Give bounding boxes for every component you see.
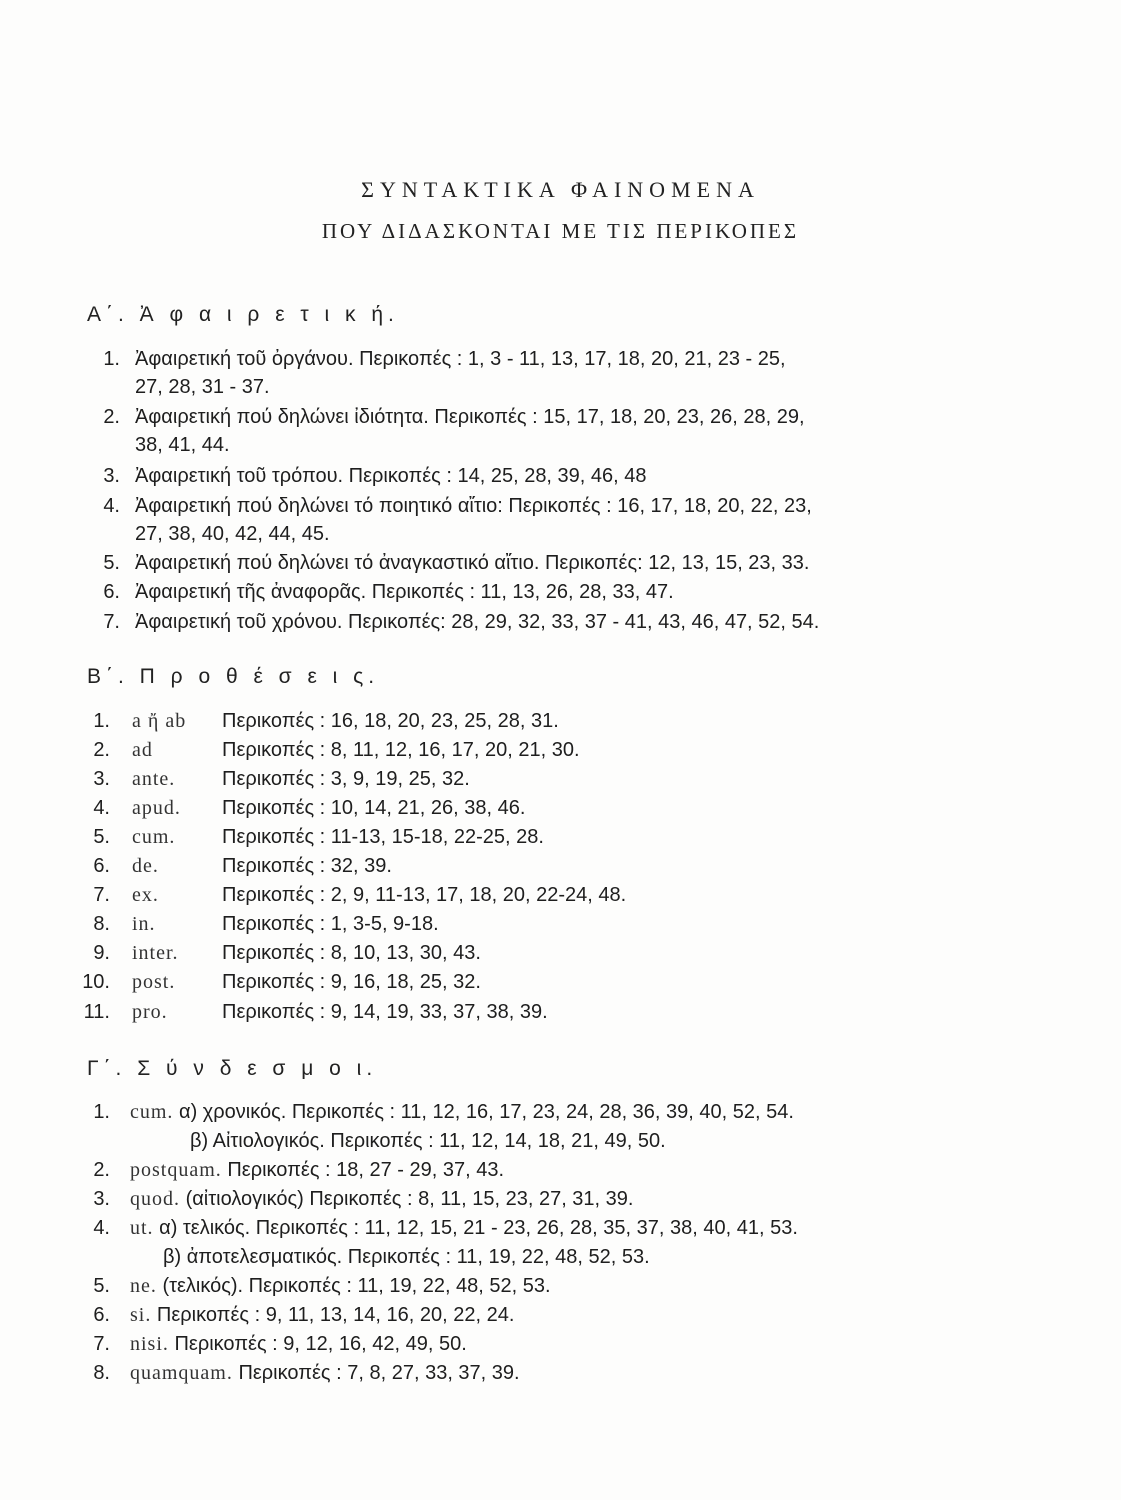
item-number: 5.: [103, 552, 120, 574]
item-text: Περικοπές : 11-13, 15-18, 22-25, 28.: [222, 826, 544, 848]
item-sub-text: β) Αἰτιολογικός. Περικοπές : 11, 12, 14, 18, 21, 49, 50.: [190, 1130, 666, 1152]
item-number: 7.: [103, 611, 120, 633]
item-number: 8.: [93, 1362, 110, 1384]
item-number: 6.: [93, 1304, 110, 1326]
item-text: Περικοπές : 8, 11, 12, 16, 17, 20, 21, 30.: [222, 739, 580, 761]
item-number: 4.: [93, 1217, 110, 1239]
item-continuation: 38, 41, 44.: [135, 434, 230, 456]
item-text: Ἀφαιρετική τοῦ τρόπου. Περικοπές : 14, 25, 28, 39, 46, 48: [135, 465, 647, 487]
item-number: 2.: [103, 406, 120, 428]
item-text: Περικοπές : 9, 14, 19, 33, 37, 38, 39.: [222, 1001, 548, 1023]
item-number: 2.: [93, 1159, 110, 1181]
item-term: ad: [132, 739, 153, 761]
item-term: cum.: [132, 826, 176, 848]
item-number: 3.: [103, 465, 120, 487]
item-sub-text: β) ἀποτελεσματικός. Περικοπές : 11, 19, 22, 48, 52, 53.: [163, 1246, 650, 1268]
item-number: 1.: [93, 710, 110, 732]
item-text: Περικοπές : 3, 9, 19, 25, 32.: [222, 768, 470, 790]
item-number: 7.: [93, 884, 110, 906]
item-term: inter.: [132, 942, 179, 964]
item-text: Ἀφαιρετική πού δηλώνει τό ποιητικό αἴτιο: Περικοπές : 16, 17, 18, 20, 22, 23,: [135, 495, 812, 517]
item-number: 5.: [93, 1275, 110, 1297]
item-number: 3.: [93, 768, 110, 790]
item-text: Περικοπές : 2, 9, 11-13, 17, 18, 20, 22-24, 48.: [222, 884, 627, 906]
item-term: pro.: [132, 1001, 168, 1023]
item-continuation: 27, 38, 40, 42, 44, 45.: [135, 523, 330, 545]
item-term: cum.: [130, 1101, 174, 1123]
item-text: Περικοπές : 9, 12, 16, 42, 49, 50.: [174, 1333, 467, 1355]
item-text: Περικοπές : 18, 27 - 29, 37, 43.: [227, 1159, 505, 1181]
item-term: ante.: [132, 768, 176, 790]
item-term: de.: [132, 855, 159, 877]
item-continuation: 27, 28, 31 - 37.: [135, 376, 270, 398]
item-number: 10.: [82, 971, 110, 993]
item-text: Περικοπές : 1, 3-5, 9-18.: [222, 913, 439, 935]
item-text: Περικοπές : 32, 39.: [222, 855, 392, 877]
item-number: 1.: [93, 1101, 110, 1123]
item-number: 11.: [83, 1001, 110, 1023]
item-text: α) τελικός. Περικοπές : 11, 12, 15, 21 - 23, 26, 28, 35, 37, 38, 40, 41, 53.: [159, 1217, 798, 1239]
item-number: 9.: [93, 942, 110, 964]
item-text: Περικοπές : 7, 8, 27, 33, 37, 39.: [238, 1362, 520, 1384]
item-term: quod.: [130, 1188, 180, 1210]
item-term: nisi.: [130, 1333, 169, 1355]
item-number: 7.: [93, 1333, 110, 1355]
item-text: (τελικός). Περικοπές : 11, 19, 22, 48, 52, 53.: [162, 1275, 551, 1297]
item-term: in.: [132, 913, 156, 935]
item-term: ut.: [130, 1217, 154, 1239]
item-number: 1.: [103, 348, 120, 370]
page-title-line-1: ΣΥΝΤΑΚΤΙΚΑ ΦΑΙΝΟΜΕΝΑ: [361, 177, 760, 202]
section-c-heading: Γ΄. Σ ύ ν δ ε σ μ ο ι.: [87, 1057, 378, 1080]
item-term: post.: [132, 971, 176, 993]
item-text: Περικοπές : 16, 18, 20, 23, 25, 28, 31.: [222, 710, 559, 732]
item-number: 5.: [93, 826, 110, 848]
item-text: Ἀφαιρετική τοῦ χρόνου. Περικοπές: 28, 29, 32, 33, 37 - 41, 43, 46, 47, 52, 54.: [135, 611, 820, 633]
page-title-line-2: ΠΟΥ ΔΙΔΑΣΚΟΝΤΑΙ ΜΕ ΤΙΣ ΠΕΡΙΚΟΠΕΣ: [321, 219, 800, 243]
item-text: Ἀφαιρετική τῆς ἀναφορᾶς. Περικοπές : 11, 13, 26, 28, 33, 47.: [135, 581, 674, 603]
item-text: Ἀφαιρετική πού δηλώνει ἰδιότητα. Περικοπές : 15, 17, 18, 20, 23, 26, 28, 29,: [135, 406, 805, 428]
item-term: ne.: [130, 1275, 157, 1297]
item-text: (αἰτιολογικός) Περικοπές : 8, 11, 15, 23, 27, 31, 39.: [185, 1188, 634, 1210]
item-term: si.: [130, 1304, 152, 1326]
item-number: 2.: [93, 739, 110, 761]
section-b-heading: Β΄. Π ρ ο θ έ σ ε ι ς.: [87, 665, 380, 688]
item-text: α) χρονικός. Περικοπές : 11, 12, 16, 17, 23, 24, 28, 36, 39, 40, 52, 54.: [179, 1101, 794, 1123]
item-text: Περικοπές : 10, 14, 21, 26, 38, 46.: [222, 797, 526, 819]
item-term: ex.: [132, 884, 159, 906]
item-text: Περικοπές : 9, 11, 13, 14, 16, 20, 22, 24.: [156, 1304, 515, 1326]
item-term: quamquam.: [130, 1362, 233, 1384]
item-number: 4.: [103, 495, 120, 517]
item-number: 6.: [103, 581, 120, 603]
item-number: 3.: [93, 1188, 110, 1210]
item-term: postquam.: [130, 1159, 222, 1181]
item-number: 4.: [93, 797, 110, 819]
item-text: Περικοπές : 9, 16, 18, 25, 32.: [222, 971, 481, 993]
item-text: Ἀφαιρετική πού δηλώνει τό ἀναγκαστικό αἴτιο. Περικοπές: 12, 13, 15, 23, 33.: [135, 552, 810, 574]
item-number: 6.: [93, 855, 110, 877]
item-term: a ἤ ab: [132, 710, 187, 732]
item-number: 8.: [93, 913, 110, 935]
section-a-heading: Α΄. Ἀ φ α ι ρ ε τ ι κ ή.: [87, 303, 399, 326]
item-term: apud.: [132, 797, 181, 819]
item-text: Περικοπές : 8, 10, 13, 30, 43.: [222, 942, 481, 964]
item-text: Ἀφαιρετική τοῦ ὀργάνου. Περικοπές : 1, 3 - 11, 13, 17, 18, 20, 21, 23 - 25,: [135, 348, 786, 370]
